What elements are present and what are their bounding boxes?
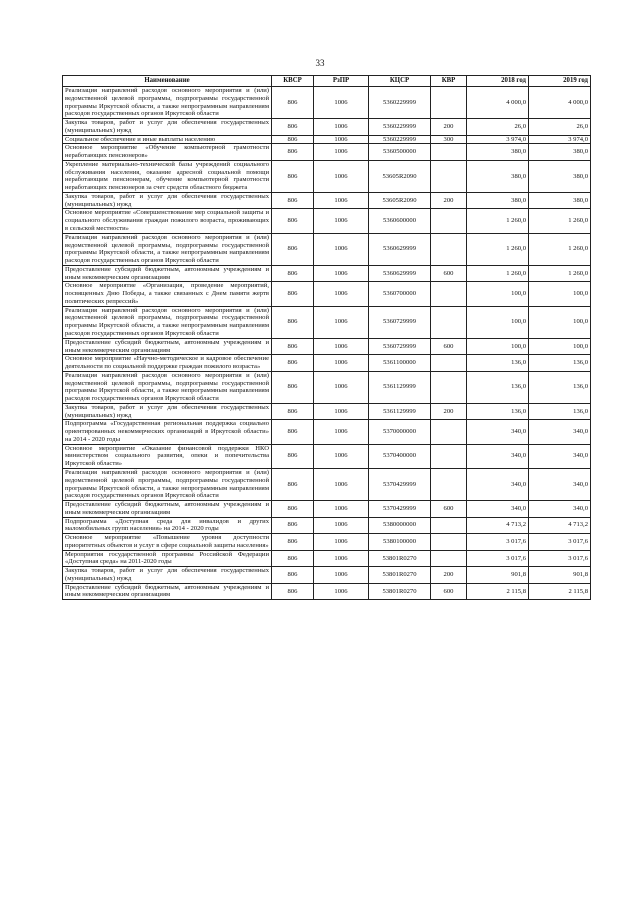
cell-kcsr: 53605R2090 xyxy=(369,160,431,192)
cell-name: Реализация направлений расходов основного мероприятия и (или) ведомственной целевой программы, подпрограммы государственной программы Иркутской области, а также непрограммным направлениям расходов государственных органов Иркутской области xyxy=(63,306,272,338)
cell-kvr xyxy=(431,420,467,444)
cell-y2019: 1 260,0 xyxy=(529,233,591,265)
cell-kvr xyxy=(431,144,467,161)
cell-y2019: 26,0 xyxy=(529,119,591,136)
cell-kvr: 600 xyxy=(431,338,467,355)
cell-kcsr: 5360500000 xyxy=(369,144,431,161)
cell-kcsr: 5361129999 xyxy=(369,371,431,403)
cell-kcsr: 5380100000 xyxy=(369,534,431,551)
cell-y2018: 100,0 xyxy=(467,338,529,355)
table-row xyxy=(63,160,591,192)
cell-y2018: 901,8 xyxy=(467,567,529,584)
cell-y2018: 2 115,8 xyxy=(467,583,529,600)
cell-y2019: 4 713,2 xyxy=(529,517,591,534)
cell-rzpr: 1006 xyxy=(314,501,369,518)
cell-y2018: 340,0 xyxy=(467,468,529,500)
cell-rzpr: 1006 xyxy=(314,160,369,192)
cell-y2018: 4 000,0 xyxy=(467,87,529,119)
cell-y2018: 26,0 xyxy=(467,119,529,136)
cell-kvr xyxy=(431,517,467,534)
cell-name: Предоставление субсидий бюджетным, автономным учреждениям и иным некоммерческим организациям xyxy=(63,265,272,282)
cell-kvsr: 806 xyxy=(272,420,314,444)
cell-y2018: 4 713,2 xyxy=(467,517,529,534)
header-kcsr: КЦСР xyxy=(369,76,431,87)
cell-y2019: 340,0 xyxy=(529,501,591,518)
cell-y2018: 136,0 xyxy=(467,371,529,403)
header-kvsr: КВСР xyxy=(272,76,314,87)
header-2019: 2019 год xyxy=(529,76,591,87)
cell-y2019: 1 260,0 xyxy=(529,209,591,233)
cell-kcsr: 5370429999 xyxy=(369,468,431,500)
table-row xyxy=(63,265,591,282)
cell-rzpr: 1006 xyxy=(314,534,369,551)
cell-kcsr: 5370000000 xyxy=(369,420,431,444)
cell-name: Основное мероприятие «Оказание финансовой поддержки НКО министерством социального развития, опеки и попечительства Иркутской области» xyxy=(63,444,272,468)
cell-kvsr: 806 xyxy=(272,233,314,265)
cell-rzpr: 1006 xyxy=(314,87,369,119)
cell-name: Закупка товаров, работ и услуг для обеспечения государственных (муниципальных) нужд xyxy=(63,567,272,584)
cell-kcsr: 5360229999 xyxy=(369,135,431,144)
cell-y2019: 340,0 xyxy=(529,420,591,444)
cell-y2019: 136,0 xyxy=(529,403,591,420)
cell-kvsr: 806 xyxy=(272,265,314,282)
cell-kvsr: 806 xyxy=(272,306,314,338)
cell-y2019: 1 260,0 xyxy=(529,265,591,282)
cell-kvr xyxy=(431,306,467,338)
table-row xyxy=(63,87,591,119)
cell-y2018: 340,0 xyxy=(467,420,529,444)
cell-kcsr: 5360229999 xyxy=(369,87,431,119)
page-number: 33 xyxy=(315,58,325,68)
cell-name: Основное мероприятие «Совершенствование мер социальной защиты и социального обслуживания граждан пожилого возраста, проживающих в сельской местности» xyxy=(63,209,272,233)
header-rzpr: РзПР xyxy=(314,76,369,87)
cell-kcsr: 5360729999 xyxy=(369,306,431,338)
table-row xyxy=(63,135,591,144)
table-row xyxy=(63,403,591,420)
cell-y2018: 136,0 xyxy=(467,355,529,372)
cell-rzpr: 1006 xyxy=(314,444,369,468)
cell-y2019: 380,0 xyxy=(529,160,591,192)
cell-y2018: 1 260,0 xyxy=(467,265,529,282)
cell-kvsr: 806 xyxy=(272,282,314,306)
cell-y2018: 3 017,6 xyxy=(467,534,529,551)
cell-y2018: 100,0 xyxy=(467,306,529,338)
cell-kvr xyxy=(431,209,467,233)
cell-kvr: 200 xyxy=(431,567,467,584)
cell-name: Укрепление материально-технической базы учреждений социального обслуживания населения, оказание адресной социальной помощи неработающим пенсионерам, обучение компьютерной грамотности неработающих пенсионеров за счет средств областного бюджета xyxy=(63,160,272,192)
cell-rzpr: 1006 xyxy=(314,192,369,209)
table-row xyxy=(63,282,591,306)
cell-kvr xyxy=(431,444,467,468)
cell-y2019: 100,0 xyxy=(529,282,591,306)
cell-kvr: 200 xyxy=(431,119,467,136)
table-row xyxy=(63,444,591,468)
cell-kvsr: 806 xyxy=(272,371,314,403)
cell-kvsr: 806 xyxy=(272,583,314,600)
cell-name: Реализация направлений расходов основного мероприятия и (или) ведомственной целевой программы, подпрограммы государственной программы Иркутской области, а также непрограммным направлениям расходов государственных органов Иркутской области xyxy=(63,87,272,119)
cell-rzpr: 1006 xyxy=(314,517,369,534)
cell-kvsr: 806 xyxy=(272,403,314,420)
cell-y2019: 3 017,6 xyxy=(529,534,591,551)
cell-rzpr: 1006 xyxy=(314,209,369,233)
table-row xyxy=(63,567,591,584)
cell-kvsr: 806 xyxy=(272,87,314,119)
cell-kcsr: 5360629999 xyxy=(369,265,431,282)
cell-rzpr: 1006 xyxy=(314,338,369,355)
table-row xyxy=(63,306,591,338)
cell-y2019: 136,0 xyxy=(529,355,591,372)
cell-y2019: 136,0 xyxy=(529,371,591,403)
cell-name: Предоставление субсидий бюджетным, автономным учреждениям и иным некоммерческим организациям xyxy=(63,338,272,355)
cell-kvsr: 806 xyxy=(272,468,314,500)
cell-kvr xyxy=(431,87,467,119)
cell-rzpr: 1006 xyxy=(314,119,369,136)
cell-kcsr: 5360629999 xyxy=(369,233,431,265)
cell-rzpr: 1006 xyxy=(314,282,369,306)
cell-kvsr: 806 xyxy=(272,501,314,518)
cell-kcsr: 5361100000 xyxy=(369,355,431,372)
cell-y2018: 380,0 xyxy=(467,192,529,209)
cell-kcsr: 5370429999 xyxy=(369,501,431,518)
table-row xyxy=(63,119,591,136)
cell-rzpr: 1006 xyxy=(314,420,369,444)
cell-kcsr: 53801R0270 xyxy=(369,583,431,600)
cell-kcsr: 5370400000 xyxy=(369,444,431,468)
cell-kvsr: 806 xyxy=(272,567,314,584)
cell-y2019: 3 017,6 xyxy=(529,550,591,567)
cell-rzpr: 1006 xyxy=(314,306,369,338)
cell-name: Подпрограмма «Доступная среда для инвалидов и других маломобильных групп населения» на 2014 - 2020 годы xyxy=(63,517,272,534)
cell-name: Закупка товаров, работ и услуг для обеспечения государственных (муниципальных) нужд xyxy=(63,403,272,420)
cell-kvsr: 806 xyxy=(272,444,314,468)
cell-kcsr: 5380000000 xyxy=(369,517,431,534)
cell-kvr xyxy=(431,371,467,403)
cell-y2019: 340,0 xyxy=(529,468,591,500)
cell-kvr xyxy=(431,468,467,500)
cell-name: Закупка товаров, работ и услуг для обеспечения государственных (муниципальных) нужд xyxy=(63,192,272,209)
cell-kvr: 600 xyxy=(431,583,467,600)
cell-name: Закупка товаров, работ и услуг для обеспечения государственных (муниципальных) нужд xyxy=(63,119,272,136)
cell-kvsr: 806 xyxy=(272,550,314,567)
cell-y2019: 100,0 xyxy=(529,338,591,355)
cell-name: Основное мероприятие «Научно-методическое и кадровое обеспечение деятельности по социальной поддержке граждан пожилого возраста» xyxy=(63,355,272,372)
cell-rzpr: 1006 xyxy=(314,468,369,500)
cell-rzpr: 1006 xyxy=(314,233,369,265)
header-name: Наименование xyxy=(63,76,272,87)
cell-kcsr: 5360600000 xyxy=(369,209,431,233)
cell-name: Реализация направлений расходов основного мероприятия и (или) ведомственной целевой программы, подпрограммы государственной программы Иркутской области, а также непрограммным направлениям расходов государственных органов Иркутской области xyxy=(63,371,272,403)
cell-name: Реализация направлений расходов основного мероприятия и (или) ведомственной целевой программы, подпрограммы государственной программы Иркутской области, а также непрограммным направлениям расходов государственных органов Иркутской области xyxy=(63,233,272,265)
table-row xyxy=(63,371,591,403)
cell-y2019: 901,8 xyxy=(529,567,591,584)
cell-y2018: 136,0 xyxy=(467,403,529,420)
table-row xyxy=(63,468,591,500)
cell-y2018: 100,0 xyxy=(467,282,529,306)
cell-name: Основное мероприятие «Обучение компьютерной грамотности неработающих пенсионеров» xyxy=(63,144,272,161)
cell-kcsr: 53801R0270 xyxy=(369,550,431,567)
cell-kvr: 200 xyxy=(431,403,467,420)
cell-y2018: 3 017,6 xyxy=(467,550,529,567)
cell-y2018: 340,0 xyxy=(467,501,529,518)
cell-name: Основное мероприятие «Повышение уровня доступности приоритетных объектов и услуг в сфере социальной защиты населения» xyxy=(63,534,272,551)
cell-rzpr: 1006 xyxy=(314,144,369,161)
cell-name: Предоставление субсидий бюджетным, автономным учреждениям и иным некоммерческим организациям xyxy=(63,583,272,600)
cell-y2019: 380,0 xyxy=(529,192,591,209)
cell-rzpr: 1006 xyxy=(314,135,369,144)
cell-name: Социальное обеспечение и иные выплаты населению xyxy=(63,135,272,144)
cell-name: Реализация направлений расходов основного мероприятия и (или) ведомственной целевой программы, подпрограммы государственной программы Иркутской области, а также непрограммным направлениям расходов государственных органов Иркутской области xyxy=(63,468,272,500)
cell-kvsr: 806 xyxy=(272,119,314,136)
cell-kvr xyxy=(431,160,467,192)
table-row xyxy=(63,209,591,233)
cell-rzpr: 1006 xyxy=(314,583,369,600)
cell-kvr: 200 xyxy=(431,192,467,209)
cell-kvsr: 806 xyxy=(272,192,314,209)
cell-rzpr: 1006 xyxy=(314,550,369,567)
cell-y2018: 340,0 xyxy=(467,444,529,468)
cell-rzpr: 1006 xyxy=(314,265,369,282)
cell-y2019: 4 000,0 xyxy=(529,87,591,119)
table-row xyxy=(63,144,591,161)
cell-y2018: 1 260,0 xyxy=(467,209,529,233)
cell-kvr: 600 xyxy=(431,265,467,282)
cell-y2018: 380,0 xyxy=(467,144,529,161)
table-row xyxy=(63,517,591,534)
cell-rzpr: 1006 xyxy=(314,371,369,403)
table-row xyxy=(63,192,591,209)
cell-name: Основное мероприятие «Организация, проведение мероприятий, посвященных Дню Победы, а также связанных с Днем памяти жертв политических репрессий» xyxy=(63,282,272,306)
cell-kvr xyxy=(431,550,467,567)
cell-kvsr: 806 xyxy=(272,135,314,144)
cell-kcsr: 53605R2090 xyxy=(369,192,431,209)
table-row xyxy=(63,550,591,567)
table-row xyxy=(63,420,591,444)
cell-kvr xyxy=(431,233,467,265)
cell-name: Предоставление субсидий бюджетным, автономным учреждениям и иным некоммерческим организациям xyxy=(63,501,272,518)
cell-kvsr: 806 xyxy=(272,144,314,161)
cell-kvr: 600 xyxy=(431,501,467,518)
cell-y2018: 380,0 xyxy=(467,160,529,192)
cell-kvr: 300 xyxy=(431,135,467,144)
cell-y2019: 2 115,8 xyxy=(529,583,591,600)
cell-kcsr: 5360729999 xyxy=(369,338,431,355)
cell-kvr xyxy=(431,282,467,306)
table-row xyxy=(63,583,591,600)
cell-y2019: 100,0 xyxy=(529,306,591,338)
table-row xyxy=(63,534,591,551)
cell-kvsr: 806 xyxy=(272,517,314,534)
cell-name: Мероприятия государственной программы Российской Федерации «Доступная среда» на 2011-2020 годы xyxy=(63,550,272,567)
cell-kvsr: 806 xyxy=(272,160,314,192)
cell-kcsr: 5360229999 xyxy=(369,119,431,136)
header-2018: 2018 год xyxy=(467,76,529,87)
cell-y2019: 340,0 xyxy=(529,444,591,468)
cell-kcsr: 5361129999 xyxy=(369,403,431,420)
cell-kcsr: 53801R0270 xyxy=(369,567,431,584)
table-row xyxy=(63,355,591,372)
cell-y2019: 3 974,0 xyxy=(529,135,591,144)
cell-kvr xyxy=(431,355,467,372)
cell-y2019: 380,0 xyxy=(529,144,591,161)
cell-rzpr: 1006 xyxy=(314,355,369,372)
table-row xyxy=(63,233,591,265)
cell-kvsr: 806 xyxy=(272,355,314,372)
cell-kvsr: 806 xyxy=(272,209,314,233)
cell-name: Подпрограмма «Государственная региональная поддержка социально ориентированных некоммерческих организаций в Иркутской области» на 2014 - 2020 годы xyxy=(63,420,272,444)
cell-kcsr: 5360700000 xyxy=(369,282,431,306)
table-header-row xyxy=(63,76,591,87)
cell-kvsr: 806 xyxy=(272,338,314,355)
cell-y2018: 3 974,0 xyxy=(467,135,529,144)
cell-rzpr: 1006 xyxy=(314,567,369,584)
budget-table xyxy=(62,75,591,600)
header-kvr: КВР xyxy=(431,76,467,87)
table-row xyxy=(63,501,591,518)
cell-y2018: 1 260,0 xyxy=(467,233,529,265)
cell-kvsr: 806 xyxy=(272,534,314,551)
cell-rzpr: 1006 xyxy=(314,403,369,420)
table-row xyxy=(63,338,591,355)
cell-kvr xyxy=(431,534,467,551)
